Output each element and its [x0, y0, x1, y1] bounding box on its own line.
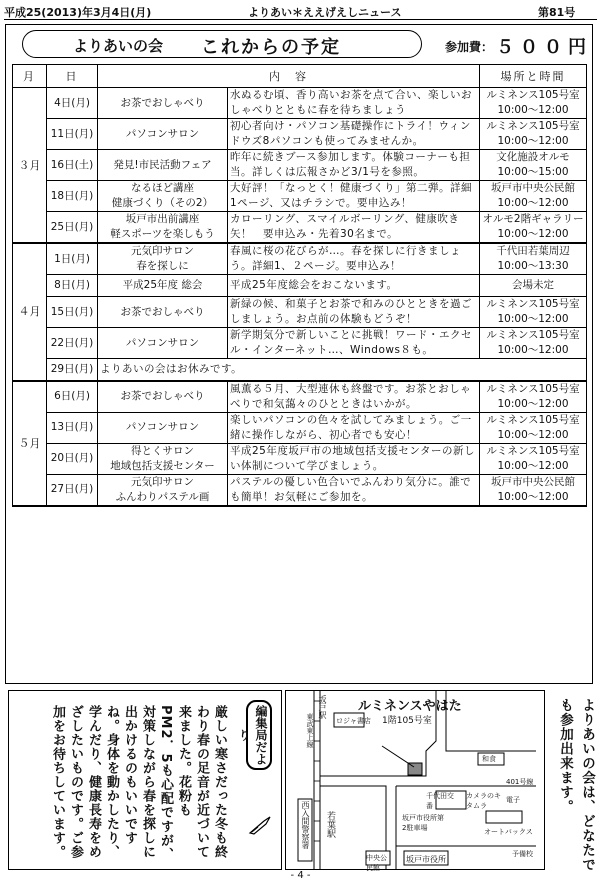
side-note: よりあいの会は、どなたでも参加出来ます。 [557, 698, 595, 872]
date-cell: 15日(月) [47, 297, 98, 328]
time-text: 10:00～12:00 [497, 104, 569, 116]
map-bookstore: ロジャ書店 [336, 717, 371, 725]
fee-label: 参加費： [445, 40, 494, 54]
map-autobacs: オートバックス [484, 828, 533, 836]
place-time-cell [480, 443, 587, 474]
page-header [0, 0, 601, 20]
place-time-cell [480, 212, 587, 244]
description-cell: 春風に桜の花びらが…。春を探しに行きましょう。詳細1、２ページ。要申込み！ [228, 243, 480, 275]
newsletter-title: よりあい＊ええげえしニュース [248, 6, 402, 19]
time-text: 10:00～12:00 [497, 344, 569, 356]
description-cell: カローリング、スマイルボーリング、健康吹き矢！ 要申込み・先着30名まで。 [228, 212, 480, 244]
place-time-cell [480, 150, 587, 181]
access-map [285, 690, 545, 870]
group-name: よりあいの会 [73, 37, 164, 55]
place-text: ルミネンス105号室 [486, 89, 580, 101]
map-community-center: 中央公民館 [366, 854, 387, 872]
place-text: 文化施設オルモ [496, 151, 570, 163]
header-month: 月 [13, 65, 47, 88]
description-cell: 楽しいパソコンの色々を試してみましょう。ご一緒に操作しながら、初心者でも安心！ [228, 412, 480, 443]
fee-value: ５００円 [496, 37, 592, 58]
place-time-cell [480, 412, 587, 443]
event-cell: お茶でおしゃべり [98, 297, 228, 328]
time-text: 10:00～12:00 [497, 135, 569, 147]
schedule-table [12, 64, 587, 507]
date-cell: 11日(月) [47, 119, 98, 150]
map-city-parking: 坂戸市役所第2駐車場 [402, 814, 444, 832]
date-cell: 8日(月) [47, 275, 98, 297]
table-row [13, 474, 587, 506]
issue-date: 平成25(2013)年3月4日(月) [4, 6, 152, 19]
map-route-401: 401号線 [506, 778, 534, 786]
table-row [13, 119, 587, 150]
map-city-hall: 坂戸市役所 [406, 855, 446, 864]
map-station-wakaba: 若葉駅 [325, 811, 335, 838]
place-text: 千代田若葉周辺 [496, 245, 570, 257]
event-cell: パソコンサロン [98, 328, 228, 359]
place-text: ルミネンス105号室 [486, 382, 580, 395]
description-cell: 新学期気分で新しいことに挑戦！ワード・エクセル・インターネット…、Windows８も。 [228, 328, 480, 359]
place-text: ルミネンス105号室 [486, 413, 580, 426]
date-cell: 18日(月) [47, 181, 98, 212]
description-cell: 風薫る５月、大型連休も終盤です。お茶とおしゃべりで和気藹々のひとときはいかが。 [228, 381, 480, 413]
time-text: 10:00～12:00 [497, 313, 569, 325]
time-text: 10:00～12:00 [497, 197, 569, 209]
header-place: 場所と時間 [480, 65, 587, 88]
date-cell: 13日(月) [47, 412, 98, 443]
schedule-title: これからの予定 [201, 37, 341, 58]
place-time-cell [480, 119, 587, 150]
editorial-label: 編集局だより [246, 700, 272, 770]
event-cell: 坂戸市出前講座 軽スポーツを楽しもう [98, 212, 228, 244]
place-text: ルミネンス105号室 [486, 329, 580, 341]
place-text: オルモ2階ギャラリー [482, 213, 584, 225]
table-row [13, 381, 587, 413]
quill-pen-icon [248, 815, 272, 835]
map-restaurant: 和食 [482, 755, 496, 763]
description-cell: 平成25年度総会をおこないます。 [228, 275, 480, 297]
date-cell: 22日(月) [47, 328, 98, 359]
time-text: 10:00～12:00 [497, 397, 569, 410]
map-electronics: 電子 [506, 796, 520, 804]
table-row [13, 443, 587, 474]
issue-number: 第81号 [538, 6, 576, 19]
map-title: ルミネンスやはた [358, 699, 462, 714]
map-railway-line: 東武東上線 [306, 713, 314, 748]
event-cell: 得とくサロン 地域包括支援センター [98, 443, 228, 474]
table-row [13, 212, 587, 244]
map-police-box: 千代田交番 [426, 792, 454, 810]
event-cell: パソコンサロン [98, 119, 228, 150]
time-text: 10:00～15:00 [497, 166, 569, 178]
map-station-sakado: 坂戸駅 [318, 695, 327, 719]
description-cell: 昨年に続きブース参加します。体験コーナーも担当。詳しくは広報さかど3/1号を参照。 [228, 150, 480, 181]
place-time-cell [480, 275, 587, 297]
map-camera-shop: カメラのキタムラ [466, 792, 501, 810]
month-label: ５月 [13, 381, 47, 506]
description-cell: 大好評！「なっとく！健康づくり」第二弾。詳細1ページ、又はチラシで。要申込み！ [228, 181, 480, 212]
table-row [13, 275, 587, 297]
place-time-cell [480, 181, 587, 212]
description-cell: 初心者向け・パソコン基礎操作にトライ！ウィンドウズ8パソコンも使ってみませんか。 [228, 119, 480, 150]
date-cell: 29日(月) [47, 359, 98, 381]
table-row [13, 150, 587, 181]
table-row [13, 328, 587, 359]
place-text: ルミネンス105号室 [486, 120, 580, 132]
place-time-cell [480, 243, 587, 275]
place-text: ルミネンス105号室 [486, 444, 580, 457]
place-time-cell [480, 297, 587, 328]
month-label: ３月 [13, 88, 47, 244]
description-cell: パステルの優しい色合いでふんわり気分に。誰でも簡単！お気軽にご参加を。 [228, 474, 480, 506]
time-text: 10:00～12:00 [497, 428, 569, 441]
date-cell: 1日(月) [47, 243, 98, 275]
place-time-cell [480, 381, 587, 413]
table-row [13, 88, 587, 119]
table-header-row [13, 65, 587, 88]
time-text: 10:00～12:00 [497, 228, 569, 240]
date-cell: 20日(月) [47, 443, 98, 474]
place-time-cell [480, 474, 587, 506]
place-text: 会場未定 [512, 279, 554, 291]
header-content: 内 容 [98, 65, 480, 88]
event-cell: 発見!市民活動フェア [98, 150, 228, 181]
description-cell: 平成25年度坂戸市の地域包括支援センターの新しい体制について学びましょう。 [228, 443, 480, 474]
map-room: 1階105号室 [382, 716, 432, 726]
date-cell: 27日(月) [47, 474, 98, 506]
time-text: 10:00～12:00 [497, 490, 569, 503]
date-cell: 6日(月) [47, 381, 98, 413]
table-row [13, 412, 587, 443]
event-cell: 元気印サロン 春を探しに [98, 243, 228, 275]
place-text: 坂戸市中央公民館 [491, 182, 575, 194]
place-text: 坂戸市中央公民館 [491, 475, 575, 488]
date-cell: 16日(土) [47, 150, 98, 181]
event-cell: お茶でおしゃべり [98, 88, 228, 119]
header-rule [4, 19, 597, 20]
time-text: 10:00～13:30 [497, 260, 569, 272]
event-cell: お茶でおしゃべり [98, 381, 228, 413]
place-time-cell [480, 88, 587, 119]
page-number: - 4 - [290, 870, 311, 881]
date-cell: 25日(月) [47, 212, 98, 244]
event-cell: なるほど講座 健康づくり（その2） [98, 181, 228, 212]
event-cell: よりあいの会はお休みです。 [98, 359, 587, 381]
table-row [13, 243, 587, 275]
description-cell: 新緑の候、和菓子とお茶で和みのひとときを過ごしましょう。お点前の体験もどうぞ！ [228, 297, 480, 328]
map-cram-school: 予備校 [512, 850, 533, 858]
time-text: 10:00～12:00 [497, 459, 569, 472]
table-row [13, 359, 587, 381]
place-text: ルミネンス105号室 [486, 298, 580, 310]
title-banner [22, 30, 422, 58]
table-row [13, 297, 587, 328]
editorial-text: 厳しい寒さだった冬も終わり春の足音が近づいて来ました。花粉もPM2．5も心配ですが、対策しながら春を探しに出かけるのもいいですね。身体を動かしたり、学んだり、健康長寿をめざしたいものです。ご参加をお待ちしています。 [50, 705, 227, 862]
event-cell: 元気印サロン ふんわりパステル画 [98, 474, 228, 506]
place-time-cell [480, 328, 587, 359]
month-label: ４月 [13, 243, 47, 381]
table-row [13, 181, 587, 212]
description-cell: 水ぬるむ頃、香り高いお茶を点て合い、楽しいおしゃべりとともに春を待ちましょう [228, 88, 480, 119]
date-cell: 4日(月) [47, 88, 98, 119]
event-cell: パソコンサロン [98, 412, 228, 443]
event-cell: 平成25年度 総会 [98, 275, 228, 297]
header-day: 日 [47, 65, 98, 88]
map-police-station: 西入間警察署 [301, 801, 310, 849]
